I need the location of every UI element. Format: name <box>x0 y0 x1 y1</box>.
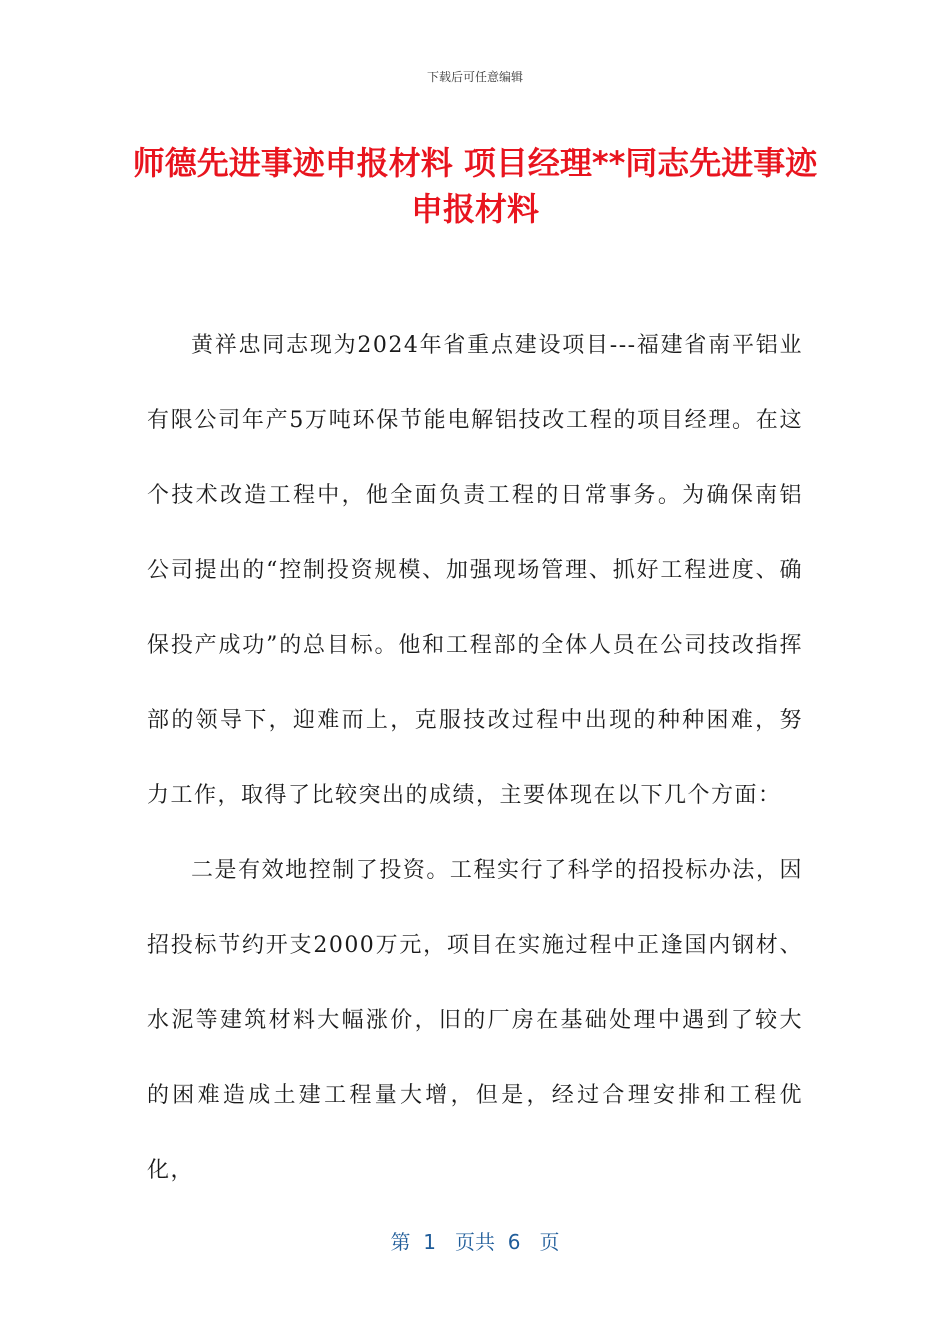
header-note: 下载后可任意编辑 <box>426 70 523 84</box>
paragraph-2: 二是有效地控制了投资。工程实行了科学的招投标办法，因招投标节约开支2000万元，项目在实施过程中正逢国内钢材、水泥等建筑材料大幅涨价，旧的厂房在基础处理中遇到了较大的困难造成土建工程量大增，但是，经过合理安排和工程优化， <box>147 858 803 1183</box>
paragraph-1: 黄祥忠同志现为2024年省重点建设项目---福建省南平铝业有限公司年产5万吨环保节能电解铝技改工程的项目经理。在这个技术改造工程中，他全面负责工程的日常事务。为确保南铝公司提出的“控制投资规模、加强现场管理、抓好工程进度、确保投产成功”的总目标。他和工程部的全体人员在公司技改指挥部的领导下，迎难而上，克服技改过程中出现的种种困难，努力工作，取得了比较突出的成绩，主要体现在以下几个方面： <box>147 333 803 808</box>
page-number-label: 第 1 页共 6 页 <box>390 1230 560 1254</box>
document-title: 师德先进事迹申报材料 项目经理**同志先进事迹申报材料 <box>132 144 818 228</box>
page-footer <box>0 1226 950 1255</box>
document-body <box>147 308 803 1208</box>
